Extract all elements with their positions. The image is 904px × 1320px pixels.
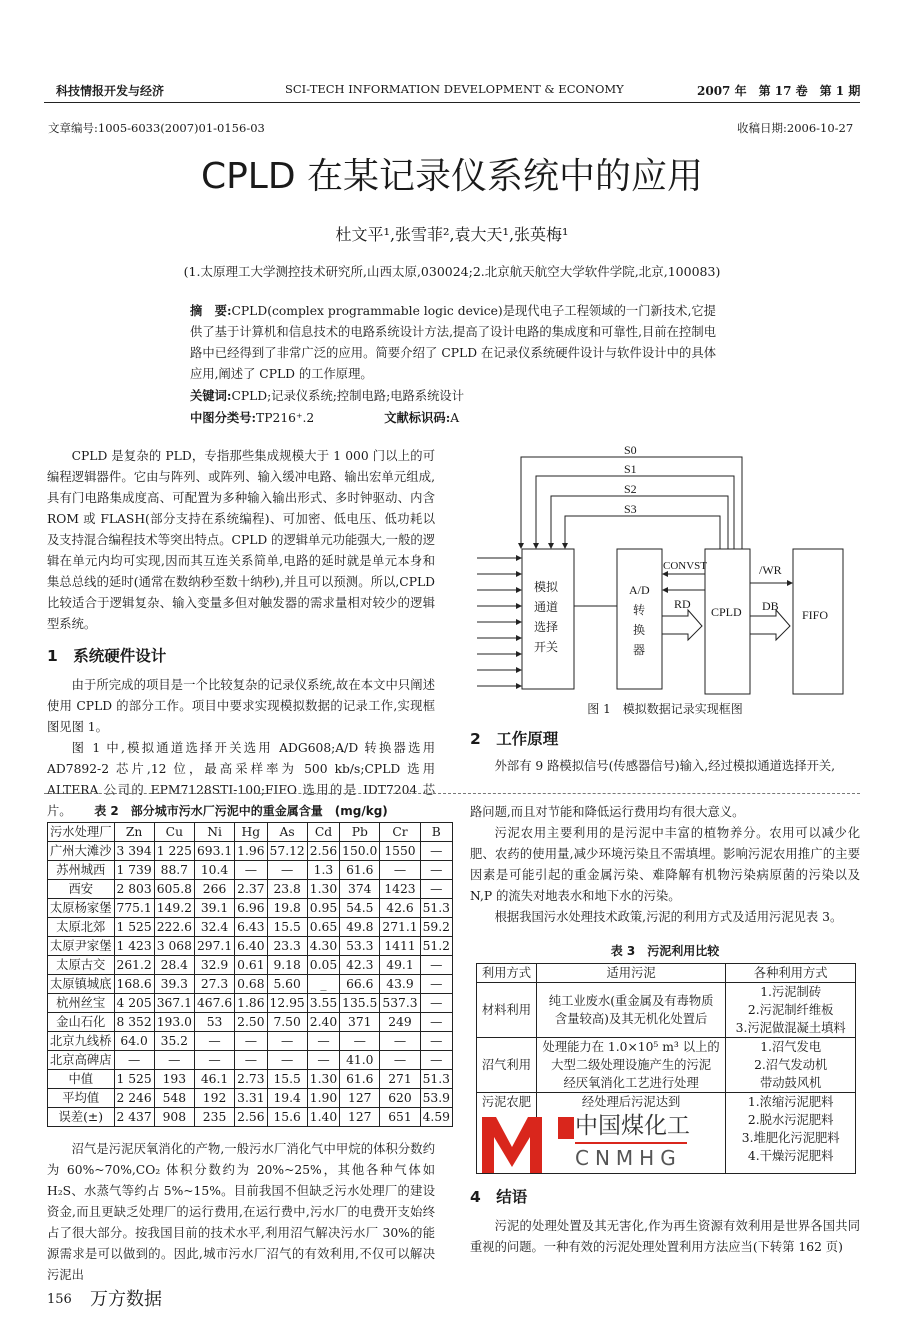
plant-name-cell: 西安 bbox=[48, 880, 115, 899]
table2-cell: 271.1 bbox=[380, 918, 420, 937]
mux-label: 选择 bbox=[534, 620, 559, 634]
table2-cell: 4.30 bbox=[307, 937, 339, 956]
table2-cell: 19.8 bbox=[267, 899, 307, 918]
table2-header: Ni bbox=[194, 823, 234, 842]
article-number: 文章编号:1005-6033(2007)01-0156-03 bbox=[48, 121, 265, 135]
table2-cell: 41.0 bbox=[340, 1051, 380, 1070]
policy-paragraph: 根据我国污水处理技术政策,污泥的利用方式及适用污泥见表 3。 bbox=[494, 910, 843, 924]
journal-name-en: SCI-TECH INFORMATION DEVELOPMENT & ECONOMY bbox=[285, 82, 624, 96]
abstract-text: CPLD(complex programmable logic device)是现代电子工程领域的一门新技术,它提供了基于计算机和信息技术的电路系统设计方法,提高了设计电路的集成度和可靠性,目前在控制电路中已经得到了非常广泛的应用。简要介绍了 CPLD 在记录仪系统硬件设计与软件设计中的具体应用,阐述了 CPLD 的工作原理。 bbox=[190, 304, 716, 381]
table2-cell: 64.0 bbox=[114, 1032, 154, 1051]
conclusion-paragraph: 污泥的处理处置及其无害化,作为再生资源有效利用是世界各国共同重视的问题。一种有效的污泥处理处置利用方法应当(下转第 162 页) bbox=[470, 1219, 860, 1254]
table2-cell: 2 246 bbox=[114, 1089, 154, 1108]
table2-cell: 12.95 bbox=[267, 994, 307, 1013]
uses-line: 带动鼓风机 bbox=[759, 1076, 822, 1090]
table2-cell: 2.73 bbox=[235, 1070, 267, 1089]
usage-mode-cell: 沼气利用 bbox=[477, 1038, 537, 1093]
convst-label: CONVST bbox=[663, 560, 708, 572]
table2-cell: 2.56 bbox=[235, 1108, 267, 1127]
table2-cell: — bbox=[154, 1051, 194, 1070]
table-row bbox=[48, 918, 453, 937]
mux-label: 开关 bbox=[534, 640, 559, 654]
table3-wrapper bbox=[476, 963, 856, 1174]
table2-cell: 1.86 bbox=[235, 994, 267, 1013]
table2-cell: 1 225 bbox=[154, 842, 194, 861]
table2-cell: 53 bbox=[194, 1013, 234, 1032]
uses-line: 3.污泥做混凝土填料 bbox=[735, 1021, 846, 1035]
table2-cell: 54.5 bbox=[340, 899, 380, 918]
continued-paragraph: 路问题,而且对节能和降低运行费用均有很大意义。 bbox=[470, 805, 745, 819]
page-title: CPLD 在某记录仪系统中的应用 bbox=[200, 156, 704, 197]
table2-cell: 3 394 bbox=[114, 842, 154, 861]
hardware-paragraph: 由于所完成的项目是一个比较复杂的记录仪系统,故在本文中只阐述使用 CPLD 的部分工作。项目中要求实现模拟数据的记录工作,实现框图见图 1。 bbox=[47, 678, 435, 734]
plant-name-cell: 苏州城西 bbox=[48, 861, 115, 880]
sludge-line: 经厌氧消化工艺进行处理 bbox=[563, 1076, 699, 1090]
plant-name-cell: 广州大滩沙 bbox=[48, 842, 115, 861]
table2-cell: 371 bbox=[340, 1013, 380, 1032]
table2-cell: 297.1 bbox=[194, 937, 234, 956]
table3-header: 适用污泥 bbox=[536, 964, 726, 983]
uses-line: 2.污泥制纤维板 bbox=[747, 1003, 834, 1017]
table-row bbox=[48, 1013, 453, 1032]
table2-header: As bbox=[267, 823, 307, 842]
left-lower-column bbox=[47, 802, 450, 1286]
intro-paragraph: CPLD 是复杂的 PLD，专指那些集成规模大于 1 000 门以上的可编程逻辑器件。它由与阵列、或阵列、输入缓冲电路、输出宏单元组成,具有门电路集成度高、可配置为多种输入输出形式、多时钟驱动、内含 ROM 或 FLASH(部分支持在系统编程)、可加密、低电压、低功耗以及支持混合编程技术等突出特点。CPLD 的逻辑单元功能强大,一般的逻辑在单元内均可实现,因而其互连关系简单,电路的延时就是单元本身和集总总线的延时(通常在数纳秒至数十纳秒),并且可以预测。所以,CPLD 比较适合于逻辑复杂、输入变量多但对触发器的需求量相对较少的逻辑型系统。 bbox=[47, 449, 435, 631]
sludge-line: 大型二级处理设施产生的污泥 bbox=[551, 1058, 712, 1072]
wr-label: /WR bbox=[759, 563, 782, 577]
table2-cell: 5.60 bbox=[267, 975, 307, 994]
table2-cell: 150.0 bbox=[340, 842, 380, 861]
table2 bbox=[47, 822, 453, 1127]
table2-cell: 2.50 bbox=[235, 1013, 267, 1032]
table2-cell: 168.6 bbox=[114, 975, 154, 994]
clc-value: TP216⁺.2 bbox=[256, 411, 315, 425]
table2-cell: 7.50 bbox=[267, 1013, 307, 1032]
table2-cell: 61.6 bbox=[340, 1070, 380, 1089]
issue-info: 2007 年 第 17 卷 第 1 期 bbox=[697, 84, 861, 98]
table2-cell: 261.2 bbox=[114, 956, 154, 975]
signal-s3: S3 bbox=[624, 502, 637, 516]
table2-cell: — bbox=[380, 1032, 420, 1051]
table2-cell: 53.3 bbox=[340, 937, 380, 956]
table2-cell: 4.59 bbox=[420, 1108, 452, 1127]
table2-cell: 32.9 bbox=[194, 956, 234, 975]
watermark-mh-icon bbox=[480, 1113, 575, 1173]
plant-name-cell: 北京高碑店 bbox=[48, 1051, 115, 1070]
adc-label: A/D bbox=[629, 583, 650, 597]
table-row bbox=[48, 861, 453, 880]
table-row bbox=[48, 1070, 453, 1089]
table2-cell: — bbox=[194, 1051, 234, 1070]
mux-label: 模拟 bbox=[534, 580, 559, 594]
affiliation: (1.太原理工大学测控技术研究所,山西太原,030024;2.北京航天航空大学软件学院,北京,100083) bbox=[183, 264, 721, 279]
cpld-label: CPLD bbox=[711, 605, 742, 619]
table2-cell: 249 bbox=[380, 1013, 420, 1032]
table2-cell: 467.6 bbox=[194, 994, 234, 1013]
table2-cell: 1.30 bbox=[307, 880, 339, 899]
table2-header: Hg bbox=[235, 823, 267, 842]
table2-cell: 9.18 bbox=[267, 956, 307, 975]
table2-cell: 775.1 bbox=[114, 899, 154, 918]
table2-cell: 3 068 bbox=[154, 937, 194, 956]
table2-header: Zn bbox=[114, 823, 154, 842]
table2-cell: 1.30 bbox=[307, 1070, 339, 1089]
table2-cell: 548 bbox=[154, 1089, 194, 1108]
table2-cell: 1 525 bbox=[114, 918, 154, 937]
table2-cell: 15.5 bbox=[267, 1070, 307, 1089]
table2-cell: 537.3 bbox=[380, 994, 420, 1013]
plant-name-cell: 北京九线桥 bbox=[48, 1032, 115, 1051]
rd-label: RD bbox=[674, 597, 691, 611]
table2-cell: 8 352 bbox=[114, 1013, 154, 1032]
mux-label: 通道 bbox=[534, 600, 559, 614]
plant-name-cell: 金山石化 bbox=[48, 1013, 115, 1032]
table-row bbox=[477, 1038, 856, 1093]
table-row bbox=[48, 1051, 453, 1070]
table2-cell: 15.6 bbox=[267, 1108, 307, 1127]
received-date: 收稿日期:2006-10-27 bbox=[737, 121, 854, 135]
table2-cell: 32.4 bbox=[194, 918, 234, 937]
signal-s1: S1 bbox=[624, 462, 637, 476]
components-paragraph: 图 1 中,模拟通道选择开关选用 ADG608;A/D 转换器选用 AD7892-2 芯片,12 位，最高采样率为 500 kb/s;CPLD 选用 ALTERA 公司的 EPM7128STI-100;FIFO 选用的是 IDT7204 芯片。 bbox=[47, 741, 435, 818]
table2-cell: 43.9 bbox=[380, 975, 420, 994]
plant-name-cell: 中值 bbox=[48, 1070, 115, 1089]
table2-cell: 693.1 bbox=[194, 842, 234, 861]
table2-cell: 42.6 bbox=[380, 899, 420, 918]
authors: 杜文平¹,张雪菲²,袁大天¹,张英梅¹ bbox=[335, 225, 569, 244]
table2-cell: 1550 bbox=[380, 842, 420, 861]
table2-cell: 2 437 bbox=[114, 1108, 154, 1127]
table2-cell: 127 bbox=[340, 1089, 380, 1108]
article-divider bbox=[44, 793, 860, 794]
table2-cell: — bbox=[380, 1051, 420, 1070]
uses-line: 1.浓缩污泥肥料 bbox=[747, 1095, 834, 1109]
table2-cell: 49.8 bbox=[340, 918, 380, 937]
plant-name-cell: 杭州丝宝 bbox=[48, 994, 115, 1013]
table-row bbox=[477, 983, 856, 1038]
table2-cell: — bbox=[420, 1051, 452, 1070]
sludge-line: 处理能力在 1.0×10⁵ m³ 以上的 bbox=[542, 1040, 720, 1054]
table-row bbox=[48, 880, 453, 899]
mux-block bbox=[522, 549, 574, 689]
adc-block bbox=[617, 549, 662, 689]
header-rule bbox=[44, 102, 860, 103]
sludge-cell bbox=[536, 983, 726, 1038]
right-lower-column bbox=[470, 802, 860, 1258]
journal-name-cn: 科技情报开发与经济 bbox=[56, 84, 165, 98]
sludge-cell bbox=[536, 1038, 726, 1093]
watermark-rule bbox=[575, 1142, 687, 1144]
table2-cell: 2.56 bbox=[307, 842, 339, 861]
section-4-heading: 4 结语 bbox=[470, 1188, 528, 1206]
plant-name-cell: 太原古交 bbox=[48, 956, 115, 975]
keywords bbox=[190, 385, 716, 407]
table2-cell: 10.4 bbox=[194, 861, 234, 880]
left-upper-column bbox=[47, 446, 435, 822]
table2-cell: — bbox=[420, 880, 452, 899]
table2-cell: — bbox=[307, 1051, 339, 1070]
doc-code-label: 文献标识码: bbox=[384, 410, 451, 425]
table2-cell: 28.4 bbox=[154, 956, 194, 975]
table2-header: Pb bbox=[340, 823, 380, 842]
table-row bbox=[48, 1108, 453, 1127]
page-number: 156 bbox=[47, 1292, 72, 1307]
table2-cell: 192 bbox=[194, 1089, 234, 1108]
table2-cell: 1 423 bbox=[114, 937, 154, 956]
uses-cell bbox=[726, 1093, 856, 1174]
table2-cell: 49.1 bbox=[380, 956, 420, 975]
adc-label: 换 bbox=[633, 623, 646, 637]
plant-name-cell: 太原镇城底 bbox=[48, 975, 115, 994]
table3-caption: 表 3 污泥利用比较 bbox=[610, 944, 720, 958]
table2-cell: 6.40 bbox=[235, 937, 267, 956]
table2-cell: 222.6 bbox=[154, 918, 194, 937]
adc-label: 器 bbox=[633, 643, 646, 657]
table2-cell: 23.3 bbox=[267, 937, 307, 956]
block-diagram bbox=[462, 436, 882, 698]
table2-cell: — bbox=[340, 1032, 380, 1051]
plant-name-cell: 误差(±) bbox=[48, 1108, 115, 1127]
table2-header: Cr bbox=[380, 823, 420, 842]
table2-cell: — bbox=[420, 956, 452, 975]
table2-cell: 651 bbox=[380, 1108, 420, 1127]
table2-cell: 1.40 bbox=[307, 1108, 339, 1127]
table2-cell: 0.68 bbox=[235, 975, 267, 994]
uses-line: 2.沼气发动机 bbox=[754, 1058, 828, 1072]
uses-line: 1.污泥制砖 bbox=[760, 985, 822, 999]
table2-cell: — bbox=[267, 861, 307, 880]
table2-cell: 39.3 bbox=[154, 975, 194, 994]
signal-s0: S0 bbox=[624, 443, 637, 457]
table2-cell: 23.8 bbox=[267, 880, 307, 899]
table2-cell: — bbox=[235, 861, 267, 880]
clc-label: 中图分类号: bbox=[190, 410, 257, 425]
table2-cell: 15.5 bbox=[267, 918, 307, 937]
watermark-en: CNMHG bbox=[575, 1146, 682, 1170]
table2-cell: — bbox=[235, 1032, 267, 1051]
table2-cell: 235 bbox=[194, 1108, 234, 1127]
table2-cell: 0.61 bbox=[235, 956, 267, 975]
table2-cell: 39.1 bbox=[194, 899, 234, 918]
table2-cell: 2 803 bbox=[114, 880, 154, 899]
table2-cell: 6.43 bbox=[235, 918, 267, 937]
table-row bbox=[48, 937, 453, 956]
table2-cell: 127 bbox=[340, 1108, 380, 1127]
table2-header: Cu bbox=[154, 823, 194, 842]
plant-name-cell: 太原杨家堡 bbox=[48, 899, 115, 918]
table2-cell: — bbox=[267, 1051, 307, 1070]
table2-cell: 19.4 bbox=[267, 1089, 307, 1108]
table2-cell: 61.6 bbox=[340, 861, 380, 880]
abstract bbox=[190, 300, 716, 385]
table2-cell: 51.3 bbox=[420, 1070, 452, 1089]
figure-caption: 图 1 模拟数据记录实现框图 bbox=[587, 702, 743, 716]
table2-cell: 1.90 bbox=[307, 1089, 339, 1108]
table2-cell: 1423 bbox=[380, 880, 420, 899]
table2-cell: 374 bbox=[340, 880, 380, 899]
sludge-line: 含量较高)及其无机化处置后 bbox=[554, 1012, 708, 1026]
db-label: DB bbox=[762, 599, 779, 613]
table-row bbox=[48, 975, 453, 994]
table2-cell: — bbox=[194, 1032, 234, 1051]
table2-cell: 193.0 bbox=[154, 1013, 194, 1032]
adc-label: 转 bbox=[633, 603, 646, 617]
table2-cell: 367.1 bbox=[154, 994, 194, 1013]
table2-cell: 51.3 bbox=[420, 899, 452, 918]
table2-cell: 1 525 bbox=[114, 1070, 154, 1089]
table2-cell: 27.3 bbox=[194, 975, 234, 994]
table2-cell: — bbox=[420, 1032, 452, 1051]
table2-cell: 620 bbox=[380, 1089, 420, 1108]
plant-name-cell: 太原尹家堡 bbox=[48, 937, 115, 956]
signal-s2: S2 bbox=[624, 482, 637, 496]
table2-cell: 3.55 bbox=[307, 994, 339, 1013]
table2-cell: 1.3 bbox=[307, 861, 339, 880]
table2-cell: — bbox=[420, 994, 452, 1013]
table2-cell: 2.40 bbox=[307, 1013, 339, 1032]
table2-header: B bbox=[420, 823, 452, 842]
table2-cell: — bbox=[420, 975, 452, 994]
table2-header: 污水处理厂 bbox=[48, 823, 115, 842]
table2-cell: — bbox=[114, 1051, 154, 1070]
table2-cell: 0.95 bbox=[307, 899, 339, 918]
table2-cell: 266 bbox=[194, 880, 234, 899]
abstract-block bbox=[190, 300, 716, 429]
table2-cell: 51.2 bbox=[420, 937, 452, 956]
keywords-label: 关键词: bbox=[190, 388, 232, 403]
doc-code-value: A bbox=[450, 411, 460, 425]
table2-cell: 0.05 bbox=[307, 956, 339, 975]
principle-paragraph: 外部有 9 路模拟信号(传感器信号)输入,经过模拟通道选择开关, bbox=[494, 759, 836, 773]
table2-cell: 53.9 bbox=[420, 1089, 452, 1108]
uses-cell bbox=[726, 983, 856, 1038]
plant-name-cell: 太原北郊 bbox=[48, 918, 115, 937]
source-stamp: 万方数据 bbox=[90, 1289, 162, 1310]
table-row bbox=[48, 1089, 453, 1108]
right-upper-column bbox=[470, 700, 860, 777]
table2-cell: 42.3 bbox=[340, 956, 380, 975]
table2-cell: 6.96 bbox=[235, 899, 267, 918]
sludge-line: 经处理后污泥达到 bbox=[581, 1095, 681, 1109]
table2-cell: 605.8 bbox=[154, 880, 194, 899]
sludge-line: 纯工业废水(重金属及有毒物质 bbox=[548, 994, 714, 1008]
table2-cell: — bbox=[380, 861, 420, 880]
table2-cell: 908 bbox=[154, 1108, 194, 1127]
table2-cell: — bbox=[235, 1051, 267, 1070]
table2-cell: 1.96 bbox=[235, 842, 267, 861]
uses-line: 3.堆肥化污泥肥料 bbox=[741, 1131, 840, 1145]
cpld-block bbox=[705, 549, 750, 694]
table2-cell: 1411 bbox=[380, 937, 420, 956]
table2-cell: 59.2 bbox=[420, 918, 452, 937]
table2-cell: — bbox=[420, 861, 452, 880]
plant-name-cell: 平均值 bbox=[48, 1089, 115, 1108]
uses-line: 4.干燥污泥肥料 bbox=[747, 1149, 834, 1163]
biogas-paragraph: 沼气是污泥厌氧消化的产物,一般污水厂消化气中甲烷的体积分数约为 60%~70%,CO₂ 体积分数约为 20%~25%，其他各种气体如 H₂S、水蒸气等约占 5%~15%。目前我国不但缺乏污水处理厂的建设资金,而且更缺乏处理厂的运行费用,在运行费中,污水厂的电费开支始终占了很大部分。按我国目前的技术水平,利用沼气解决污水厂 30%的能源需求是可以做到的。因此,城市污水厂沼气的有效利用,不仅可以解决污泥出 bbox=[47, 1142, 435, 1282]
table-row bbox=[48, 842, 453, 861]
table2-cell: — bbox=[307, 1032, 339, 1051]
watermark-cn: 中国煤化工 bbox=[575, 1113, 690, 1139]
table2-cell: — bbox=[267, 1032, 307, 1051]
keywords-text: CPLD;记录仪系统;控制电路;电路系统设计 bbox=[231, 389, 465, 403]
table-row bbox=[48, 994, 453, 1013]
classification bbox=[190, 407, 716, 429]
fifo-label: FIFO bbox=[802, 608, 829, 622]
table2-cell: 149.2 bbox=[154, 899, 194, 918]
table2-cell: _ bbox=[307, 975, 339, 994]
table2-cell: 271 bbox=[380, 1070, 420, 1089]
agriculture-paragraph: 污泥农用主要利用的是污泥中丰富的植物养分。农用可以减少化肥、农药的使用量,减少环境污染且不需填埋。影响污泥农用推广的主要因素是可能引起的重金属污染、难降解有机物污染病原菌的污染以及 N,P 的流失对地表水和地下水的污染。 bbox=[470, 826, 860, 903]
section-2-heading: 2 工作原理 bbox=[470, 730, 559, 748]
table2-cell: 35.2 bbox=[154, 1032, 194, 1051]
table3-header: 各种利用方式 bbox=[726, 964, 856, 983]
table2-cell: 193 bbox=[154, 1070, 194, 1089]
table2-cell: 0.65 bbox=[307, 918, 339, 937]
usage-mode-cell: 材料利用 bbox=[477, 983, 537, 1038]
uses-cell bbox=[726, 1038, 856, 1093]
table2-cell: — bbox=[420, 1013, 452, 1032]
abstract-label: 摘 要: bbox=[190, 303, 232, 318]
uses-line: 2.脱水污泥肥料 bbox=[747, 1113, 834, 1127]
table2-cell: 88.7 bbox=[154, 861, 194, 880]
table2-cell: 1 739 bbox=[114, 861, 154, 880]
section-1-heading: 1 系统硬件设计 bbox=[47, 647, 167, 665]
table2-cell: 3.31 bbox=[235, 1089, 267, 1108]
table2-caption: 表 2 部分城市污水厂污泥中的重金属含量 (mg/kg) bbox=[94, 804, 388, 818]
table3-header: 利用方式 bbox=[477, 964, 537, 983]
table2-cell: 46.1 bbox=[194, 1070, 234, 1089]
table-row bbox=[48, 1032, 453, 1051]
table2-cell: 57.12 bbox=[267, 842, 307, 861]
table2-header: Cd bbox=[307, 823, 339, 842]
table2-cell: 135.5 bbox=[340, 994, 380, 1013]
table2-cell: 4 205 bbox=[114, 994, 154, 1013]
table2-cell: 2.37 bbox=[235, 880, 267, 899]
table-row bbox=[48, 956, 453, 975]
table-row bbox=[48, 899, 453, 918]
watermark-logo bbox=[480, 1113, 690, 1173]
table2-cell: 66.6 bbox=[340, 975, 380, 994]
uses-line: 1.沼气发电 bbox=[760, 1040, 822, 1054]
usage-mode-cell: 污泥农肥 bbox=[477, 1093, 537, 1174]
table2-cell: — bbox=[420, 842, 452, 861]
